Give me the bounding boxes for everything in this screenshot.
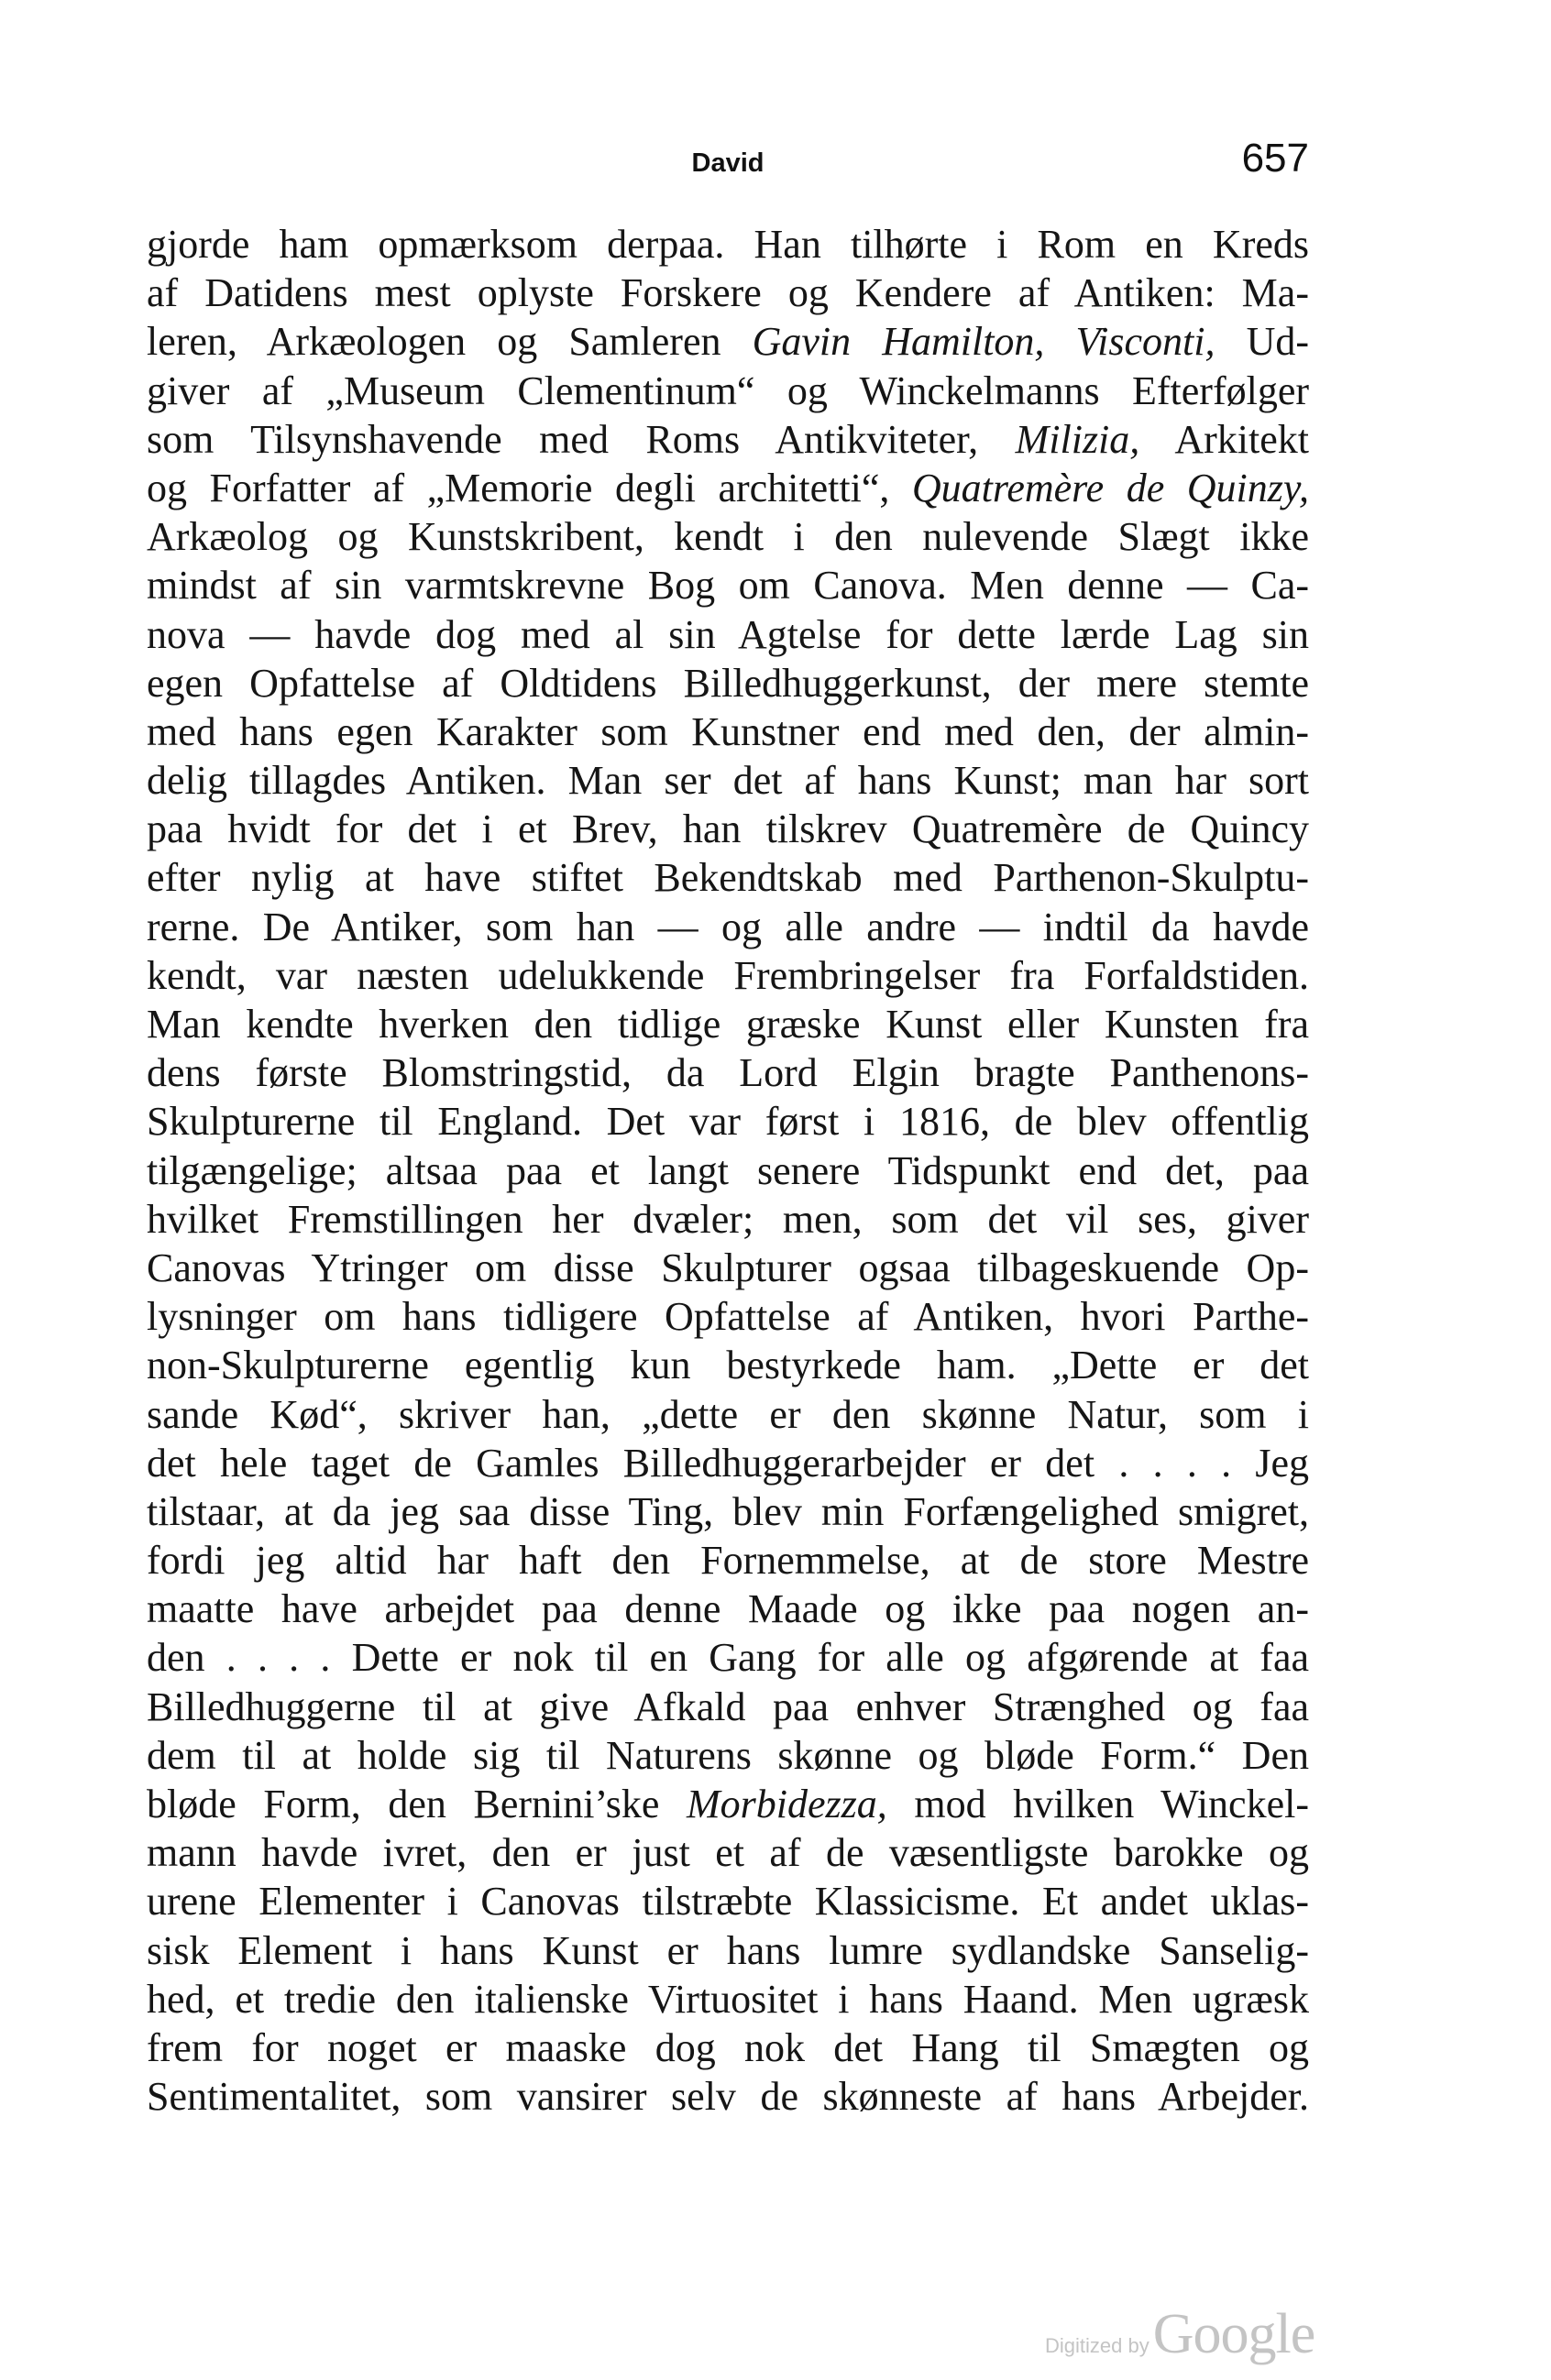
text-line: den . . . . Dette er nok til en Gang for alle og afgørende at faa — [147, 1635, 1309, 1681]
text-line: nova — havde dog med al sin Agtelse for dette lærde Lag sin — [147, 611, 1309, 657]
text-line: rerne. De Antiker, som han — og alle andre — indtil da havde — [147, 904, 1309, 949]
text-line: Skulpturerne til England. Det var først i 1816, de blev offentlig — [147, 1099, 1309, 1145]
text-line: tilgængelige; altsaa paa et langt senere Tidspunkt end det, paa — [147, 1147, 1309, 1193]
text-line: fordi jeg altid har haft den Fornemmelse, at de store Mestre — [147, 1538, 1309, 1584]
text-line: dem til at holde sig til Naturens skønne og bløde Form.“ Den — [147, 1732, 1309, 1778]
text-line: leren, Arkæologen og Samleren Gavin Hamilton, Visconti, Ud- — [147, 319, 1309, 365]
text-line: Canovas Ytringer om disse Skulpturer ogsaa tilbageskuende Op- — [147, 1245, 1309, 1290]
text-line: Billedhuggerne til at give Afkald paa enhver Strænghed og faa — [147, 1684, 1309, 1729]
text-line: kendt, var næsten udelukkende Frembringelser fra Forfaldstiden. — [147, 952, 1309, 998]
text-line: hvilket Fremstillingen her dvæler; men, som det vil ses, giver — [147, 1196, 1309, 1242]
text-line: tilstaar, at da jeg saa disse Ting, blev min Forfængelighed smigret, — [147, 1488, 1309, 1534]
text-line: gjorde ham opmærksom derpaa. Han tilhørte i Rom en Kreds — [147, 222, 1309, 267]
text-line: maatte have arbejdet paa denne Maade og ikke paa nogen an- — [147, 1586, 1309, 1632]
italic-name: Milizia, — [1015, 416, 1140, 462]
page-number: 657 — [1241, 136, 1309, 181]
google-logo: Google — [1152, 2303, 1315, 2365]
text-line: hed, et tredie den italienske Virtuositet i hans Haand. Men ugræsk — [147, 1976, 1309, 2022]
text-line: delig tillagdes Antiken. Man ser det af hans Kunst; man har sort — [147, 758, 1309, 804]
italic-name: Morbidezza, — [687, 1782, 887, 1826]
text-line: efter nylig at have stiftet Bekendtskab med Parthenon-Skulptu- — [147, 855, 1309, 901]
running-title: David — [691, 148, 764, 178]
watermark-prefix: Digitized by — [1045, 2334, 1150, 2357]
text-line: sande Kød“, skriver han, „dette er den skønne Natur, som i — [147, 1391, 1309, 1437]
text-line: mindst af sin varmtskrevne Bog om Canova. Men denne — Ca- — [147, 563, 1309, 609]
italic-name: Gavin Hamilton, Visconti, — [752, 319, 1216, 365]
text-line: egen Opfattelse af Oldtidens Billedhuggerkunst, der mere stemte — [147, 660, 1309, 706]
text-line: Arkæolog og Kunstskribent, kendt i den nulevende Slægt ikke — [147, 514, 1309, 560]
text-line: dens første Blomstringstid, da Lord Elgin bragte Panthenons- — [147, 1050, 1309, 1096]
running-header — [147, 136, 1309, 191]
text-line: frem for noget er maaske dog nok det Hang til Smægten og — [147, 2024, 1309, 2070]
text-line: non-Skulpturerne egentlig kun bestyrkede ham. „Dette er det — [147, 1343, 1309, 1388]
italic-name: Quatremère de Quinzy, — [911, 465, 1309, 510]
text-line: Man kendte hverken den tidlige græske Kunst eller Kunsten fra — [147, 1002, 1309, 1047]
text-line: af Datidens mest oplyste Forskere og Kendere af Antiken: Ma- — [147, 270, 1309, 316]
text-line: Sentimentalitet, som vansirer selv de skønneste af hans Arbejder. — [147, 2074, 1309, 2120]
text-line: mann havde ivret, den er just et af de væsentligste barokke og — [147, 1830, 1309, 1876]
text-line: lysninger om hans tidligere Opfattelse af Antiken, hvori Parthe- — [147, 1294, 1309, 1340]
text-line: det hele taget de Gamles Billedhuggerarbejder er det . . . . Jeg — [147, 1440, 1309, 1486]
text-line: og Forfatter af „Memorie degli architetti“, Quatremère de Quinzy, — [147, 465, 1309, 510]
text-line: bløde Form, den Bernini’ske Morbidezza, mod hvilken Winckel- — [147, 1782, 1309, 1826]
text-line: giver af „Museum Clementinum“ og Winckelmanns Efterfølger — [147, 367, 1309, 413]
text-line: sisk Element i hans Kunst er hans lumre sydlandske Sanselig- — [147, 1927, 1309, 1973]
text-line: med hans egen Karakter som Kunstner end med den, der almin- — [147, 708, 1309, 754]
text-line: urene Elementer i Canovas tilstræbte Klassicisme. Et andet uklas- — [147, 1879, 1309, 1925]
digitized-by-google-watermark — [1045, 2302, 1315, 2365]
text-line: paa hvidt for det i et Brev, han tilskrev Quatremère de Quincy — [147, 806, 1309, 852]
body-paragraph — [147, 220, 1309, 2121]
text-line: som Tilsynshavende med Roms Antikviteter, Milizia, Arkitekt — [147, 416, 1309, 462]
